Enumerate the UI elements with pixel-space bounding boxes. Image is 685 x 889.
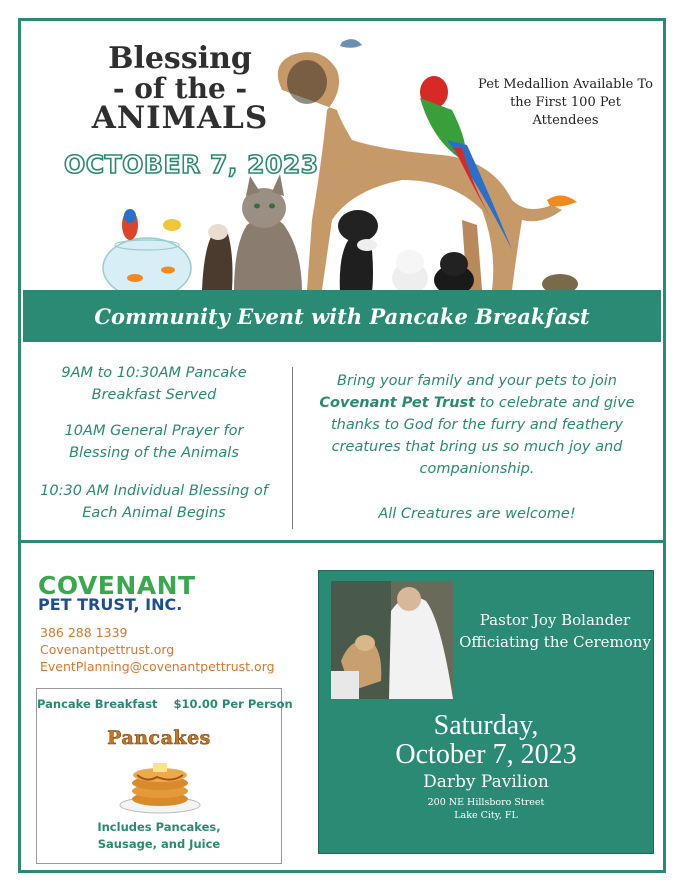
flying-bird-illustration (340, 39, 362, 48)
event-details-box (318, 570, 654, 854)
fishbowl-illustration (103, 238, 191, 295)
invitation-before: Bring your family and your pets to join (337, 373, 617, 389)
officiant-text: Pastor Joy Bolander Officiating the Ceremony (459, 611, 651, 651)
contact-email[interactable]: EventPlanning@covenantpettrust.org (40, 659, 275, 674)
event-date (319, 711, 653, 769)
pancake-box (36, 688, 293, 864)
pancake-stack-icon (117, 753, 203, 815)
venue-street: 200 NE Hillsboro Street (427, 797, 545, 808)
invitation-after: to celebrate and give thanks to God for the furry and feathery creatures that bring us so much joy and companionship. (330, 395, 635, 477)
orange-bird-illustration (547, 195, 577, 206)
schedule-item-prayer: 10AM General Prayer for Blessing of the Animals (64, 423, 244, 461)
event-title (70, 41, 290, 137)
invitation-text (314, 370, 640, 480)
contact-phone: 386 288 1339 (40, 625, 128, 640)
schedule-item-blessing: 10:30 AM Individual Blessing of Each Animal Begins (40, 483, 268, 521)
pancake-includes: Includes Pancakes, Sausage, and Juice (97, 820, 221, 851)
schedule-item-breakfast: 9AM to 10:30AM Pancake Breakfast Served (61, 365, 247, 403)
event-day: Saturday, (433, 710, 539, 741)
contact-info (40, 624, 275, 675)
venue-city: Lake City, FL (454, 810, 518, 821)
title-line-animals: ANIMALS (91, 100, 269, 137)
medallion-note: Pet Medallion Available To the First 100 Pet Attendees (478, 77, 653, 128)
kitten-illustration (392, 250, 428, 294)
venue-address (319, 796, 653, 822)
pancake-title: Pancakes (107, 727, 211, 749)
event-full-date: October 7, 2023 (395, 739, 577, 770)
cat-illustration (234, 174, 302, 292)
ferret-illustration (202, 224, 233, 290)
company-logo-name: COVENANT (38, 571, 196, 600)
small-parrot-illustration (122, 209, 181, 240)
blessing-photo (331, 581, 453, 699)
column-divider (292, 367, 293, 529)
welcome-text: All Creatures are welcome! (378, 506, 576, 522)
banner-text: Community Event with Pancake Breakfast (94, 303, 590, 329)
event-banner (23, 290, 661, 342)
title-line-blessing: Blessing (108, 41, 252, 76)
puppy-illustration (338, 210, 378, 292)
contact-website[interactable]: Covenantpettrust.org (40, 642, 175, 657)
pancake-price: Pancake Breakfast $10.00 Per Person (37, 697, 293, 711)
invitation-org: Covenant Pet Trust (319, 395, 476, 411)
header-date: OCTOBER 7, 2023 (64, 150, 319, 179)
company-logo-subname: PET TRUST, INC. (38, 595, 183, 614)
title-line-of-the: - of the - (112, 71, 248, 105)
venue-name: Darby Pavilion (423, 772, 549, 792)
section-divider (21, 540, 663, 543)
